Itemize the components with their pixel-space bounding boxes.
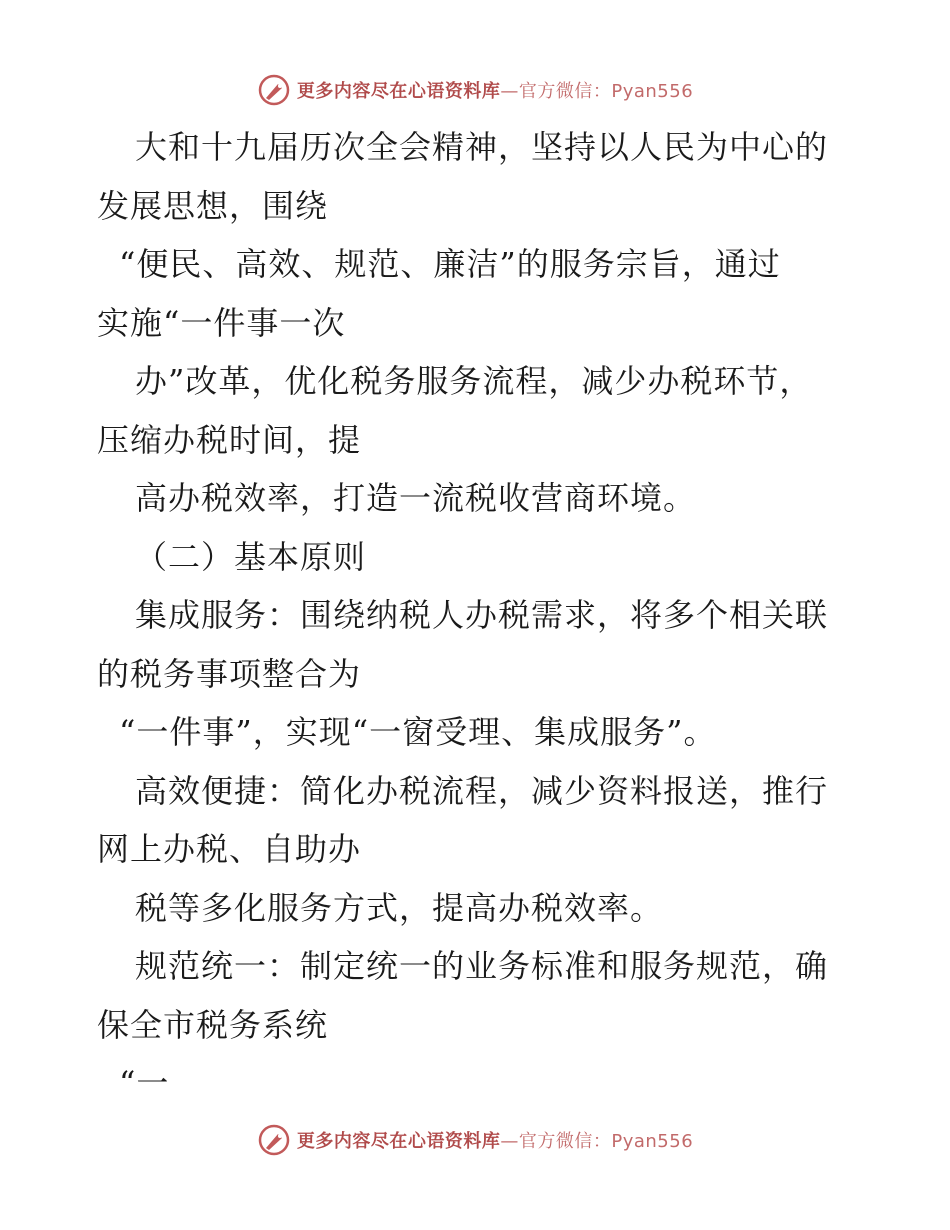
paragraph-line: 发展思想，围绕	[97, 186, 329, 225]
watermark-main: 更多内容尽在心语资料库	[296, 1131, 501, 1152]
paragraph-line: 高办税效率，打造一流税收营商环境。	[135, 479, 697, 517]
paragraph-line: 办”改革，优化税务服务流程，减少办税环节，	[135, 362, 813, 400]
paragraph-line: 实施“一件事一次	[97, 303, 346, 342]
paragraph-line: 网上办税、自助办	[97, 830, 362, 868]
paragraph-line: “便民、高效、规范、廉洁”的服务宗旨，通过	[119, 245, 781, 283]
paragraph-line: “一	[119, 1064, 170, 1102]
paragraph-line: 保全市税务系统	[97, 1005, 329, 1044]
watermark-main: 更多内容尽在心语资料库	[296, 81, 501, 102]
pen-nib-circle-icon	[257, 1123, 291, 1157]
paragraph-line: 大和十九届历次全会精神，坚持以人民为中心的	[135, 128, 829, 166]
section-heading: （二）基本原则	[135, 537, 367, 576]
paragraph-line: 规范统一：制定统一的业务标准和服务规范，确	[135, 947, 829, 985]
watermark-rest: —官方微信：Pyan556	[500, 81, 694, 102]
watermark-rest: —官方微信：Pyan556	[500, 1131, 694, 1152]
pen-nib-circle-icon	[257, 73, 291, 107]
paragraph-line: 集成服务：围绕纳税人办税需求，将多个相关联	[135, 596, 829, 634]
paragraph-line: 税等多化服务方式，提高办税效率。	[135, 888, 664, 927]
paragraph-line: “一件事”，实现“一窗受理、集成服务”。	[119, 713, 717, 751]
document-body	[97, 118, 857, 1113]
watermark-text	[297, 77, 693, 103]
watermark-text	[297, 1127, 693, 1153]
paragraph-line: 的税务事项整合为	[97, 654, 362, 693]
paragraph-line: 高效便捷：简化办税流程，减少资料报送，推行	[135, 771, 829, 810]
header-watermark	[0, 70, 950, 110]
paragraph-line: 压缩办税时间，提	[97, 420, 362, 459]
footer-watermark	[0, 1120, 950, 1160]
